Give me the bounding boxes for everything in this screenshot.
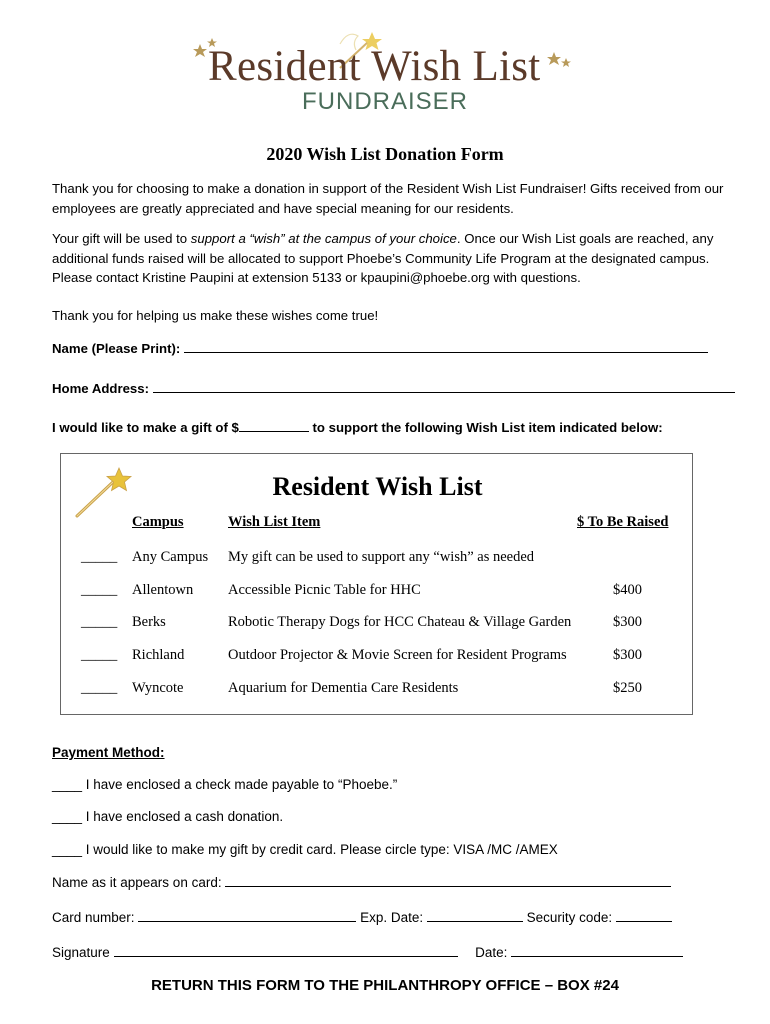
table-row: [61, 647, 694, 667]
amount-cell: $400: [613, 582, 642, 598]
campus-cell: Allentown: [132, 582, 194, 598]
gift-amount-line[interactable]: [239, 419, 309, 432]
card-name-label: Name as it appears on card:: [52, 875, 222, 890]
payment-check-option[interactable]: ____ I have enclosed a check made payable to “Phoebe.”: [52, 777, 398, 792]
intro-paragraph-1: Thank you for choosing to make a donation in support of the Resident Wish List Fundraiser! Gifts received from our employees are greatly appreciated and have special meaning for our residents.: [52, 181, 724, 216]
campus-cell: Wyncote: [132, 680, 184, 696]
amount-cell: $300: [613, 614, 642, 630]
card-number-label: Card number:: [52, 910, 135, 925]
exp-date-label: Exp. Date:: [360, 910, 424, 925]
payment-cash-option[interactable]: ____ I have enclosed a cash donation.: [52, 809, 284, 824]
payment-heading: Payment Method:: [52, 745, 165, 760]
selection-blank[interactable]: _____: [81, 647, 118, 663]
item-cell: Accessible Picnic Table for HHC: [228, 582, 421, 598]
table-row: [61, 680, 694, 700]
address-input-line[interactable]: [153, 380, 735, 393]
wish-list-title: Resident Wish List: [272, 472, 483, 501]
table-row: [61, 549, 694, 569]
header-amount: $ To Be Raised: [577, 514, 669, 530]
name-input-line[interactable]: [184, 340, 708, 353]
name-label: Name (Please Print):: [52, 341, 181, 356]
card-number-row: [52, 909, 672, 925]
signature-label: Signature: [52, 945, 110, 960]
campus-cell: Berks: [132, 614, 166, 630]
table-row: [61, 614, 694, 634]
security-code-label: Security code:: [526, 910, 613, 925]
item-cell: My gift can be used to support any “wish” as needed: [228, 549, 535, 565]
intro-paragraph-2: [52, 229, 732, 288]
wish-list-box: [60, 453, 693, 715]
item-cell: Aquarium for Dementia Care Residents: [228, 680, 459, 696]
date-label: Date:: [475, 945, 508, 960]
date-line[interactable]: [511, 944, 683, 957]
name-field-row: [52, 340, 708, 356]
header-campus: Campus: [132, 514, 184, 530]
amount-cell: $250: [613, 680, 642, 696]
card-name-row: [52, 874, 671, 890]
item-cell: Outdoor Projector & Movie Screen for Resident Programs: [228, 647, 567, 663]
header-item-label: Wish List Item: [228, 514, 321, 530]
intro-paragraph-3: Thank you for helping us make these wishes come true!: [52, 308, 379, 323]
gift-label-end: to support the following Wish List item indicated below:: [308, 420, 663, 435]
logo: [190, 22, 580, 122]
gift-label-start: I would like to make a gift of $: [52, 420, 239, 435]
selection-blank[interactable]: _____: [81, 582, 118, 598]
selection-blank[interactable]: _____: [81, 549, 118, 565]
intro-p2-emphasis: support a “wish” at the campus of your choice: [190, 231, 457, 246]
item-cell: Robotic Therapy Dogs for HCC Chateau & Village Garden: [228, 614, 572, 630]
campus-cell: Richland: [132, 647, 185, 663]
signature-row: [52, 944, 683, 960]
payment-card-option[interactable]: ____ I would like to make my gift by credit card. Please circle type: VISA /MC /AMEX: [52, 842, 558, 857]
security-code-line[interactable]: [616, 909, 672, 922]
card-name-line[interactable]: [225, 874, 671, 887]
logo-title: Resident Wish List: [208, 43, 541, 90]
form-title: 2020 Wish List Donation Form: [266, 144, 504, 164]
amount-cell: $300: [613, 647, 642, 663]
address-field-row: [52, 380, 735, 396]
selection-blank[interactable]: _____: [81, 614, 118, 630]
exp-date-line[interactable]: [427, 909, 523, 922]
return-instructions: RETURN THIS FORM TO THE PHILANTHROPY OFFICE – BOX #24: [151, 977, 619, 994]
logo-subtitle: FUNDRAISER: [302, 88, 469, 115]
intro-p2-start: Your gift will be used to: [52, 231, 191, 246]
gift-field-row: [52, 419, 663, 435]
card-number-line[interactable]: [138, 909, 356, 922]
address-label: Home Address:: [52, 381, 149, 396]
signature-line[interactable]: [114, 944, 458, 957]
intro-p2-end: . Once our Wish List goals are reached, any additional funds raised will be allocated to support Phoebe’s Community Life Program at the designated campus. Please contact Kristine Paupini at extension 5133 or kpaupini@phoebe.org with questions.: [52, 231, 714, 285]
table-row: [61, 582, 694, 602]
selection-blank[interactable]: _____: [81, 680, 118, 696]
campus-cell: Any Campus: [132, 549, 209, 565]
